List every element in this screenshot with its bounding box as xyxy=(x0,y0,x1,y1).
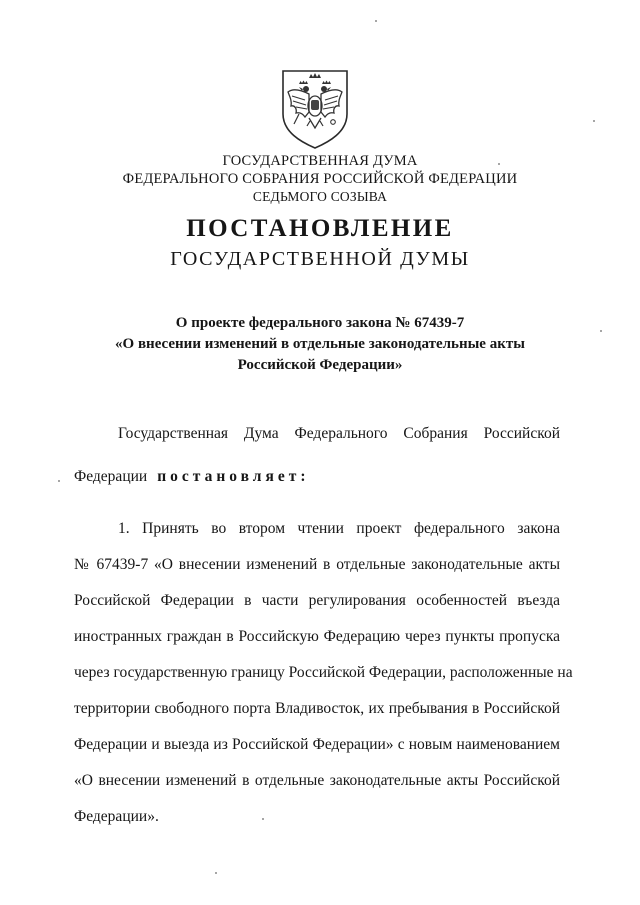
paragraph-line: Российской Федерации в части регулирования особенностей въезда xyxy=(74,592,560,609)
paragraph-line: территории свободного порта Владивосток, их пребывания в Российской xyxy=(74,700,560,717)
scan-speck xyxy=(58,480,60,482)
scan-speck xyxy=(593,120,595,122)
document-type-title: ПОСТАНОВЛЕНИЕ xyxy=(186,215,454,242)
double-headed-eagle-emblem-icon xyxy=(279,68,351,150)
paragraph-line: иностранных граждан в Российскую Федерацию через пункты пропуска xyxy=(74,628,560,645)
scan-speck xyxy=(498,163,500,165)
paragraph-line: № 67439-7 «О внесении изменений в отдельные законодательные акты xyxy=(74,556,560,573)
paragraph-line: «О внесении изменений в отдельные законодательные акты Российской xyxy=(74,772,560,789)
paragraph-line: 1. Принять во втором чтении проект федерального закона xyxy=(118,520,560,537)
paragraph-line: через государственную границу Российской Федерации, расположенные на xyxy=(74,664,573,681)
resolves-verb: постановляет: xyxy=(157,468,310,485)
header-line-federal-assembly: ФЕДЕРАЛЬНОГО СОБРАНИЯ РОССИЙСКОЙ ФЕДЕРАЦИИ xyxy=(122,171,518,187)
document-issuer-subtitle: ГОСУДАРСТВЕННОЙ ДУМЫ xyxy=(170,248,470,270)
paragraph-line: Федерации». xyxy=(74,808,159,825)
scan-speck xyxy=(375,20,377,22)
subject-line-3: Российской Федерации» xyxy=(237,357,403,373)
subject-line-1: О проекте федерального закона № 67439-7 xyxy=(175,315,465,331)
header-line-convocation: СЕДЬМОГО СОЗЫВА xyxy=(252,189,388,204)
scan-speck xyxy=(215,872,217,874)
preamble-federation-word: Федерации xyxy=(74,468,148,485)
preamble-line-1: Государственная Дума Федерального Собрания Российской xyxy=(118,425,560,442)
paragraph-line: Федерации и выезда из Российской Федерации» с новым наименованием xyxy=(74,736,560,753)
header-line-duma: ГОСУДАРСТВЕННАЯ ДУМА xyxy=(222,153,418,169)
scan-speck xyxy=(262,818,264,820)
scan-speck xyxy=(600,330,602,332)
subject-line-2: «О внесении изменений в отдельные законодательные акты xyxy=(115,336,525,352)
preamble-line-2 xyxy=(74,468,560,486)
